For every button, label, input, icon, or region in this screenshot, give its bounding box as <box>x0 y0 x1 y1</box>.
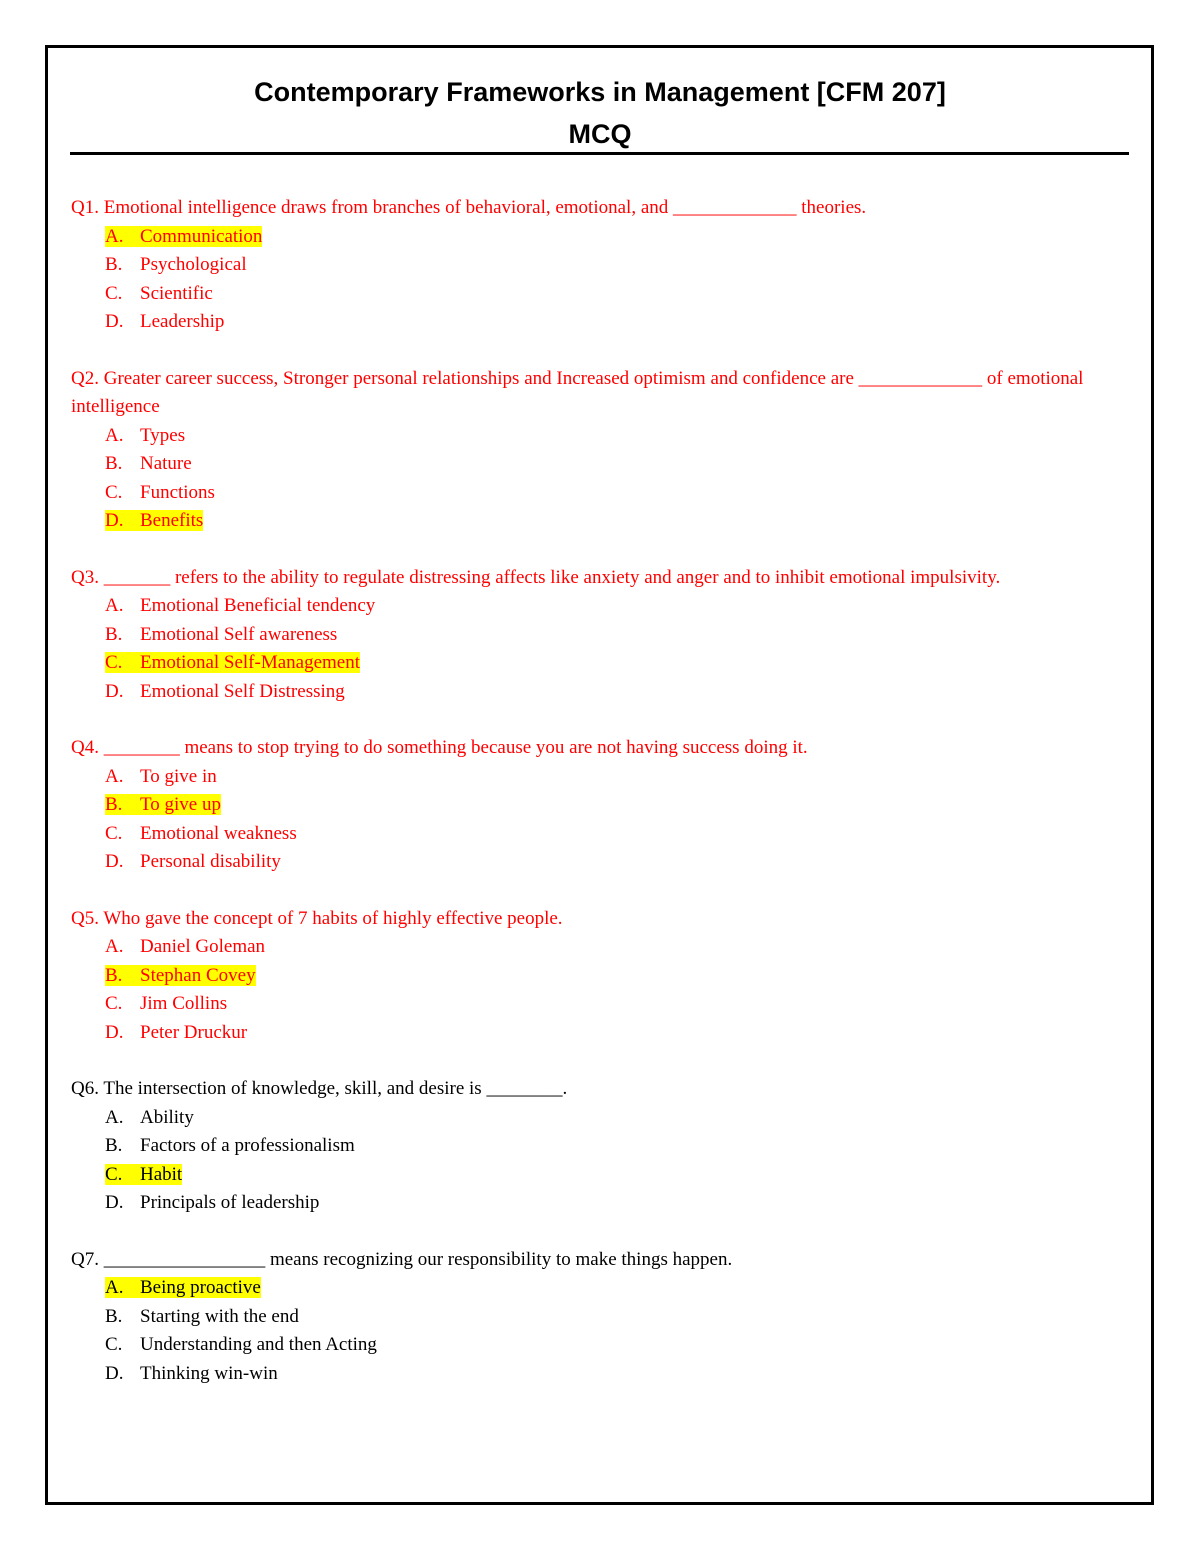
option <box>71 308 1131 337</box>
option-letter: C. <box>105 993 123 1014</box>
option-text: Habit <box>140 1163 183 1185</box>
correct-option <box>71 791 1131 820</box>
option-text: Personal disability <box>140 851 281 872</box>
option-list <box>71 223 1131 337</box>
option-letter: B. <box>105 254 123 275</box>
answer-highlight <box>105 226 262 247</box>
option-letter: D. <box>105 1362 124 1384</box>
option-text: Ability <box>140 1106 194 1128</box>
option-text: Functions <box>140 481 215 503</box>
option <box>71 1331 1131 1360</box>
question-stem: Q4. ________ means to stop trying to do something because you are not having success doing it. <box>71 737 808 758</box>
option-text-wrap <box>105 283 213 304</box>
question-stem: Q7. _________________ means recognizing our responsibility to make things happen. <box>71 1248 733 1270</box>
question-1 <box>71 194 1131 337</box>
option <box>71 1360 1131 1389</box>
option-letter: C. <box>105 282 123 304</box>
correct-option <box>71 1161 1131 1190</box>
option-text-wrap <box>105 624 337 645</box>
option <box>71 1104 1131 1133</box>
option-letter: B. <box>105 964 123 986</box>
option <box>71 280 1131 309</box>
option-letter: C. <box>105 1334 123 1355</box>
option-letter: B. <box>105 1305 123 1327</box>
option-text-wrap <box>105 1334 377 1355</box>
option-text: Peter Druckur <box>140 1021 248 1043</box>
option-text: Types <box>140 424 186 446</box>
option <box>71 848 1131 877</box>
option-letter: A. <box>105 1106 124 1128</box>
option-letter: D. <box>105 680 124 702</box>
option-text: Psychological <box>140 254 247 275</box>
question-list <box>71 194 1131 1416</box>
option-letter: A. <box>105 765 124 787</box>
option <box>71 1189 1131 1218</box>
option-list <box>71 763 1131 877</box>
answer-highlight <box>105 1277 261 1298</box>
answer-highlight <box>105 1164 182 1185</box>
option-letter: B. <box>105 794 123 815</box>
option-letter: A. <box>105 1277 124 1298</box>
option-text-wrap <box>105 1107 194 1128</box>
option-text-wrap <box>105 1135 355 1156</box>
option-text-wrap <box>105 766 217 787</box>
option-text-wrap <box>105 1192 319 1213</box>
option-text-wrap <box>105 993 227 1014</box>
option-text: Principals of leadership <box>140 1192 320 1213</box>
option-list <box>71 1104 1131 1218</box>
option <box>71 621 1131 650</box>
option-text-wrap <box>105 425 185 446</box>
document-title: Contemporary Frameworks in Management [CFM 207] <box>254 77 946 107</box>
option-text-wrap <box>105 254 247 275</box>
option-text: Scientific <box>140 282 213 304</box>
option-letter: B. <box>105 1135 123 1156</box>
option-letter: A. <box>105 424 124 446</box>
option <box>71 678 1131 707</box>
option-letter: B. <box>105 453 123 474</box>
question-6 <box>71 1075 1131 1218</box>
question-stem: Q6. The intersection of knowledge, skill, and desire is ________. <box>71 1078 568 1099</box>
option-text-wrap <box>105 482 215 503</box>
question-4 <box>71 734 1131 877</box>
option-text: Nature <box>140 453 192 474</box>
question-stem: Q3. _______ refers to the ability to regulate distressing affects like anxiety and anger and to inhibit emotional impulsivity. <box>71 566 1001 588</box>
document-subtitle: MCQ <box>568 119 632 149</box>
option-letter: D. <box>105 1192 124 1213</box>
option-text-wrap <box>105 1363 278 1384</box>
option-text-wrap <box>105 595 375 616</box>
option-text-wrap <box>105 823 297 844</box>
option-letter: D. <box>105 510 124 531</box>
option-letter: A. <box>105 225 124 247</box>
option-text-wrap <box>105 453 192 474</box>
correct-option <box>71 649 1131 678</box>
option-text: Jim Collins <box>140 993 228 1014</box>
answer-highlight <box>105 965 256 986</box>
option <box>71 820 1131 849</box>
option-letter: A. <box>105 595 124 616</box>
option-text: To give in <box>140 765 217 787</box>
correct-option <box>71 962 1131 991</box>
option <box>71 990 1131 1019</box>
question-3 <box>71 564 1131 707</box>
correct-option <box>71 1274 1131 1303</box>
option-letter: D. <box>105 311 124 332</box>
option-text-wrap <box>105 681 345 702</box>
option <box>71 933 1131 962</box>
option-text: Emotional Self-Management <box>140 652 361 673</box>
question-2 <box>71 365 1131 536</box>
option <box>71 422 1131 451</box>
option-letter: D. <box>105 851 124 872</box>
option-text: Emotional Self Distressing <box>140 680 345 702</box>
option-list <box>71 1274 1131 1388</box>
option-text: Benefits <box>140 510 204 531</box>
option-text: Emotional Beneficial tendency <box>140 595 376 616</box>
question-stem: Q2. Greater career success, Stronger personal relationships and Increased optimism and confidence are _____________ of emotional intelligence <box>71 367 1084 417</box>
option-text: Thinking win-win <box>140 1362 278 1384</box>
option-text: Emotional weakness <box>140 822 297 844</box>
option-text: Understanding and then Acting <box>140 1334 377 1355</box>
option <box>71 1019 1131 1048</box>
option-text-wrap <box>105 1022 247 1043</box>
option-text: To give up <box>140 794 221 815</box>
option-text-wrap <box>105 1306 299 1327</box>
option-text: Being proactive <box>140 1277 261 1298</box>
option-text-wrap <box>105 311 224 332</box>
option-letter: C. <box>105 1163 123 1185</box>
option-letter: C. <box>105 822 123 844</box>
correct-option <box>71 507 1131 536</box>
option-text: Communication <box>140 225 263 247</box>
option-letter: D. <box>105 1021 124 1043</box>
option <box>71 450 1131 479</box>
option-text: Starting with the end <box>140 1305 299 1327</box>
question-7 <box>71 1246 1131 1389</box>
option-text-wrap <box>105 936 265 957</box>
option <box>71 1303 1131 1332</box>
correct-option <box>71 223 1131 252</box>
option <box>71 1132 1131 1161</box>
option-list <box>71 422 1131 536</box>
answer-highlight <box>105 794 221 815</box>
option-text: Leadership <box>140 311 225 332</box>
option-letter: C. <box>105 481 123 503</box>
answer-highlight <box>105 510 203 531</box>
question-stem: Q1. Emotional intelligence draws from branches of behavioral, emotional, and _____________ theories. <box>71 197 867 218</box>
option-list <box>71 592 1131 706</box>
option-letter: A. <box>105 936 124 957</box>
option <box>71 479 1131 508</box>
option-text: Stephan Covey <box>140 964 256 986</box>
option <box>71 251 1131 280</box>
option-text: Emotional Self awareness <box>140 623 338 645</box>
option-text: Factors of a professionalism <box>140 1135 355 1156</box>
option-letter: C. <box>105 652 123 673</box>
option <box>71 592 1131 621</box>
option <box>71 763 1131 792</box>
question-5 <box>71 905 1131 1048</box>
question-stem: Q5. Who gave the concept of 7 habits of highly effective people. <box>71 907 563 929</box>
option-list <box>71 933 1131 1047</box>
option-text-wrap <box>105 851 281 872</box>
option-letter: B. <box>105 623 123 645</box>
title-divider <box>70 152 1129 155</box>
answer-highlight <box>105 652 360 673</box>
option-text: Daniel Goleman <box>140 936 266 957</box>
